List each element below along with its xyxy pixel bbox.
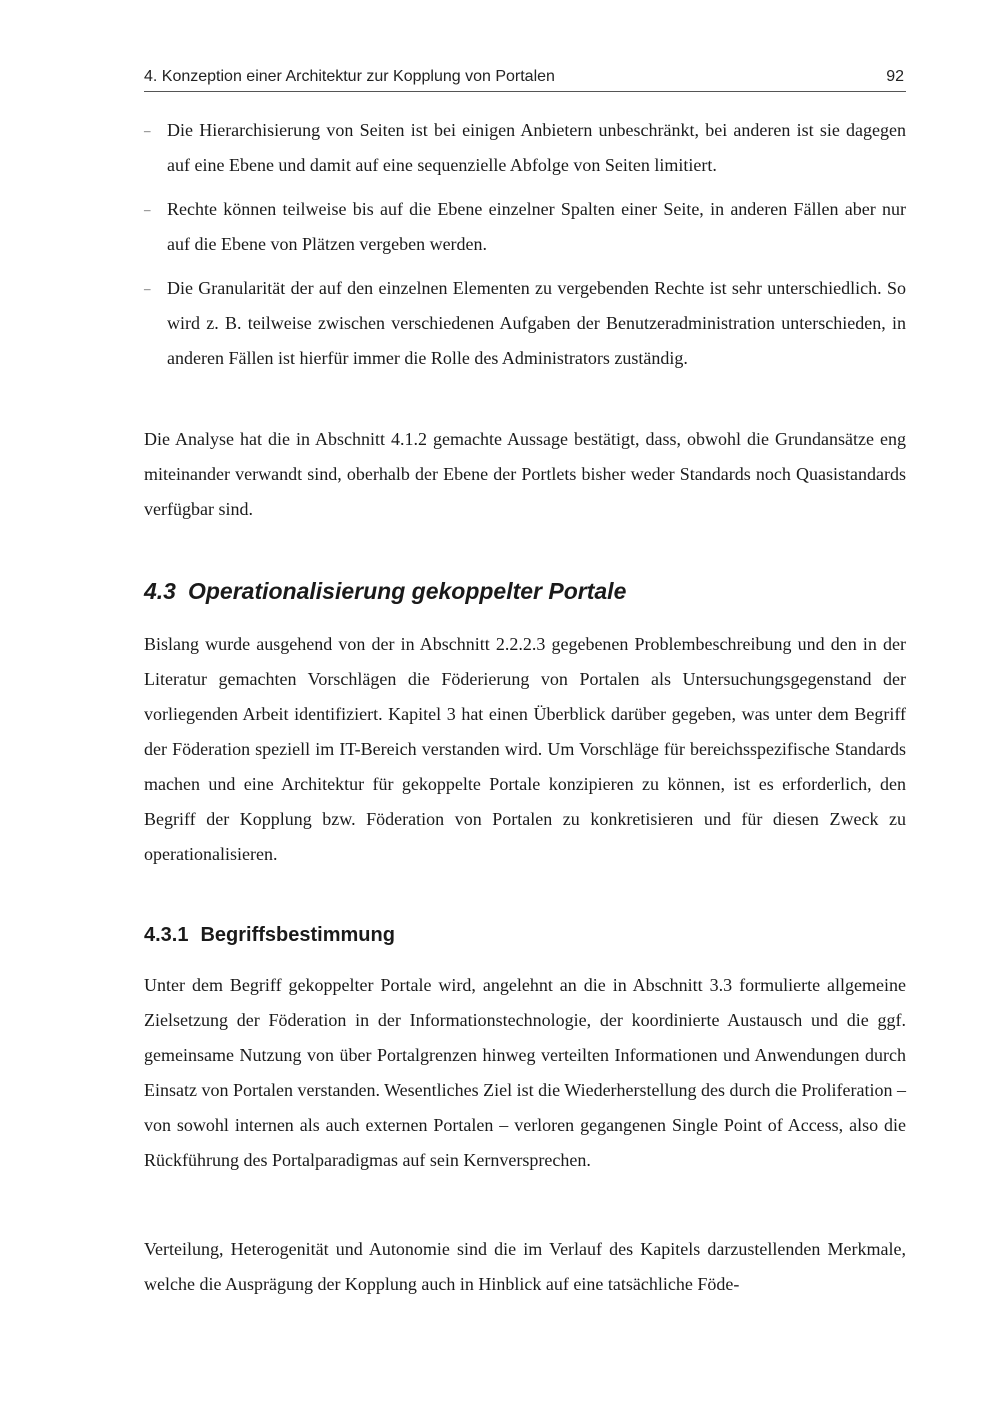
section-heading (144, 578, 626, 605)
list-item (144, 192, 906, 262)
bullet-text: Rechte können teilweise bis auf die Ebene einzelner Spalten einer Seite, in anderen Fällen aber nur auf die Ebene von Plätzen vergeben werden. (167, 199, 906, 254)
subsection-paragraph-1: Unter dem Begriff gekoppelter Portale wird, angelehnt an die in Abschnitt 3.3 formulierte allgemeine Zielsetzung der Föderation in der Informationstechnologie, der koordinierte Austausch und die ggf. gemeinsame Nutzung von über Portalgrenzen hinweg verteilten Informationen und Anwendungen durch Einsatz von Portalen verstanden. Wesentliches Ziel ist die Wiederherstellung des durch die Proliferation – von sowohl internen als auch externen Portalen – verloren gegangenen Single Point of Access, also die Rückführung des Portalparadigmas auf sein Kernversprechen. (144, 975, 906, 1170)
list-item (144, 113, 906, 183)
bullet-dash: – (144, 281, 151, 296)
section-number: 4.3 (144, 578, 176, 604)
bullet-dash: – (144, 123, 151, 138)
header-title: 4. Konzeption einer Architektur zur Kopplung von Portalen (144, 68, 555, 85)
list-item (144, 271, 906, 376)
bullet-text: Die Granularität der auf den einzelnen Elementen zu vergebenden Rechte ist sehr unterschiedlich. So wird z. B. teilweise zwischen verschiedenen Aufgaben der Benutzeradministration unterschieden, in anderen Fällen ist hierfür immer die Rolle des Administrators zuständig. (167, 278, 906, 368)
section-title: Operationalisierung gekoppelter Portale (187, 578, 627, 604)
subsection-title: Begriffsbestimmung (200, 924, 395, 946)
subsection-paragraph-2: Verteilung, Heterogenität und Autonomie sind die im Verlauf des Kapitels darzustellenden Merkmale, welche die Ausprägung der Kopplung auch in Hinblick auf eine tatsächliche Föde- (144, 1239, 906, 1294)
page-number: 92 (886, 68, 904, 85)
bullet-list (144, 113, 906, 385)
bullet-dash: – (144, 202, 151, 217)
analysis-paragraph: Die Analyse hat die in Abschnitt 4.1.2 gemachte Aussage bestätigt, dass, obwohl die Grundansätze eng miteinander verwandt sind, oberhalb der Ebene der Portlets bisher weder Standards noch Quasistandards verfügbar sind. (144, 429, 906, 519)
section-paragraph: Bislang wurde ausgehend von der in Abschnitt 2.2.2.3 gegebenen Problembeschreibung und den in der Literatur gemachten Vorschlägen die Föderierung von Portalen als Untersuchungsgegenstand der vorliegenden Arbeit identifiziert. Kapitel 3 hat einen Überblick darüber gegeben, was unter dem Begriff der Föderation speziell im IT-Bereich verstanden wird. Um Vorschläge für bereichsspezifische Standards machen und eine Architektur für gekoppelte Portale konzipieren zu können, ist es erforderlich, den Begriff der Kopplung bzw. Föderation von Portalen zu konkretisieren und für diesen Zweck zu operationalisieren. (144, 634, 906, 864)
subsection-number: 4.3.1 (144, 924, 189, 946)
subsection-heading (144, 924, 395, 947)
bullet-text: Die Hierarchisierung von Seiten ist bei einigen Anbietern unbeschränkt, bei anderen ist sie dagegen auf eine Ebene und damit auf eine sequenzielle Abfolge von Seiten limitiert. (167, 120, 906, 175)
running-header (144, 66, 906, 92)
